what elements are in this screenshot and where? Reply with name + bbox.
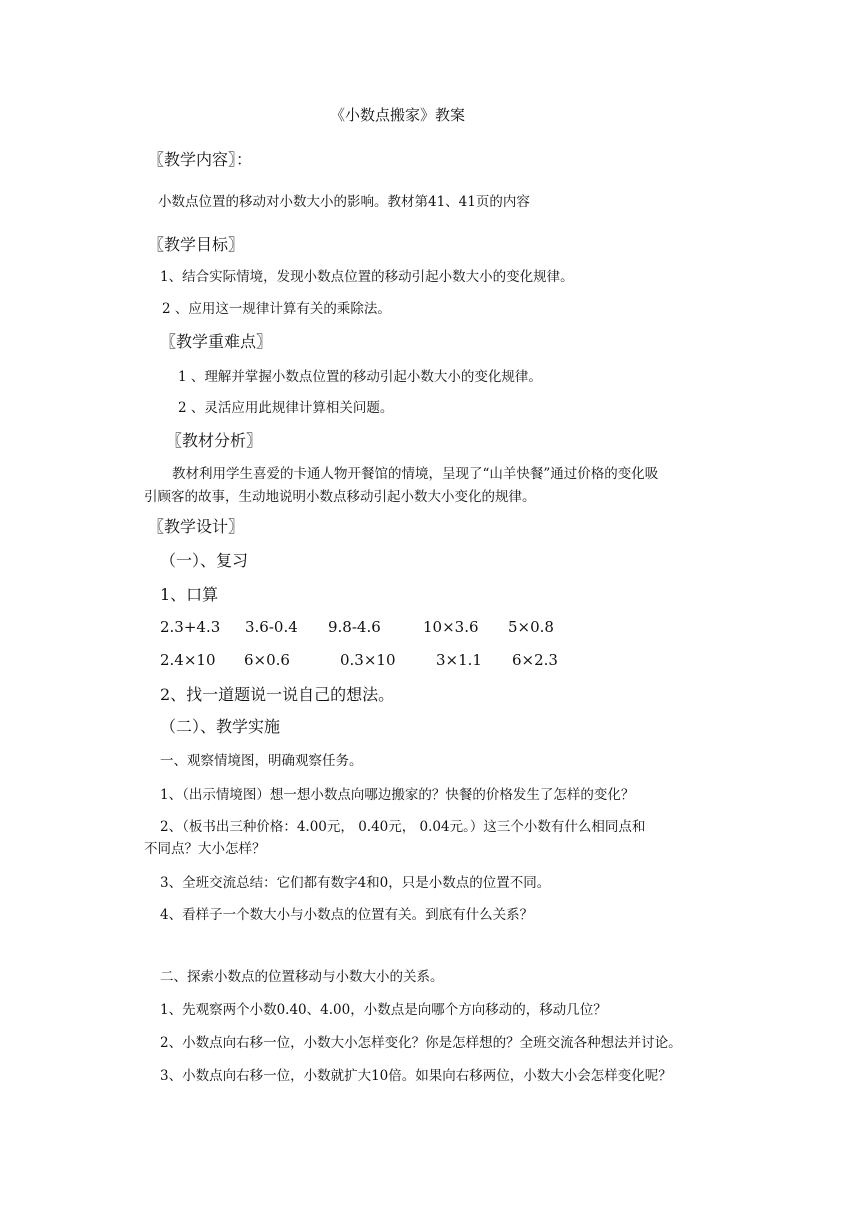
analysis-line-1: 教材利用学生喜爱的卡通人物开餐馆的情境，呈现了“山羊快餐”通过价格的变化吸	[172, 466, 659, 482]
goals-heading: 〖教学目标〗	[148, 235, 245, 254]
goal-2: 2 、应用这一规律计算有关的乘除法。	[162, 301, 391, 317]
step2-item-2: 2、小数点向右移一位，小数大小怎样变化？你是怎样想的？全班交流各种想法并讨论。	[160, 1035, 682, 1051]
step1-item-2-line-2: 不同点？大小怎样？	[144, 841, 266, 857]
calc-item: 9.8-4.6	[328, 618, 381, 636]
key-points-heading: 〖教学重难点〗	[160, 332, 273, 351]
step1-item-1: 1、（出示情境图）想一想小数点向哪边搬家的？快餐的价格发生了怎样的变化？	[160, 787, 635, 803]
calc-item: 3.6-0.4	[245, 618, 298, 636]
content-heading: 〖教学内容〗：	[148, 150, 253, 169]
review-heading: （一）、复习	[160, 551, 249, 570]
oral-calc-row-2	[0, 651, 860, 671]
key-point-1: 1 、理解并掌握小数点位置的移动引起小数大小的变化规律。	[178, 369, 542, 385]
calc-item: 6×0.6	[244, 651, 290, 669]
document-title: 《小数点搬家》教案	[330, 106, 466, 124]
step1-item-3: 3、全班交流总结：它们都有数字4和0，只是小数点的位置不同。	[160, 875, 551, 891]
calc-item: 3×1.1	[436, 651, 482, 669]
calc-item: 5×0.8	[508, 618, 554, 636]
calc-item: 2.4×10	[160, 651, 216, 669]
step2-item-3: 3、小数点向右移一位，小数就扩大10倍。如果向右移两位，小数大小会怎样变化呢？	[160, 1068, 672, 1084]
calc-item: 10×3.6	[423, 618, 479, 636]
design-heading: 〖教学设计〗	[148, 517, 245, 536]
key-point-2: 2 、灵活应用此规律计算相关问题。	[178, 400, 394, 416]
oral-calc-task: 2、找一道题说一说自己的想法。	[160, 685, 395, 704]
analysis-line-2: 引顾客的故事，生动地说明小数点移动引起小数大小变化的规律。	[144, 489, 536, 505]
goal-1: 1、结合实际情境，发现小数点位置的移动引起小数大小的变化规律。	[160, 269, 574, 285]
step2-heading: 二、探索小数点的位置移动与小数大小的关系。	[160, 969, 444, 985]
calc-item: 2.3+4.3	[160, 618, 221, 636]
oral-calc-heading: 1、口算	[160, 585, 219, 604]
analysis-heading: 〖教材分析〗	[166, 431, 263, 450]
oral-calc-row-1	[0, 618, 860, 638]
step1-item-4: 4、看样子一个数大小与小数点的位置有关。到底有什么关系？	[160, 907, 534, 923]
calc-item: 0.3×10	[340, 651, 396, 669]
teaching-heading: （二）、教学实施	[160, 717, 281, 736]
content-text: 小数点位置的移动对小数大小的影响。教材第41、41页的内容	[158, 194, 530, 210]
step2-item-1: 1、先观察两个小数0.40、4.00，小数点是向哪个方向移动的，移动几位？	[160, 1002, 607, 1018]
step1-item-2-line-1: 2、（板书出三种价格：4.00元， 0.40元， 0.04元。）这三个小数有什么相同点和	[160, 819, 646, 835]
calc-item: 6×2.3	[512, 651, 558, 669]
step1-heading: 一、观察情境图，明确观察任务。	[160, 753, 363, 769]
